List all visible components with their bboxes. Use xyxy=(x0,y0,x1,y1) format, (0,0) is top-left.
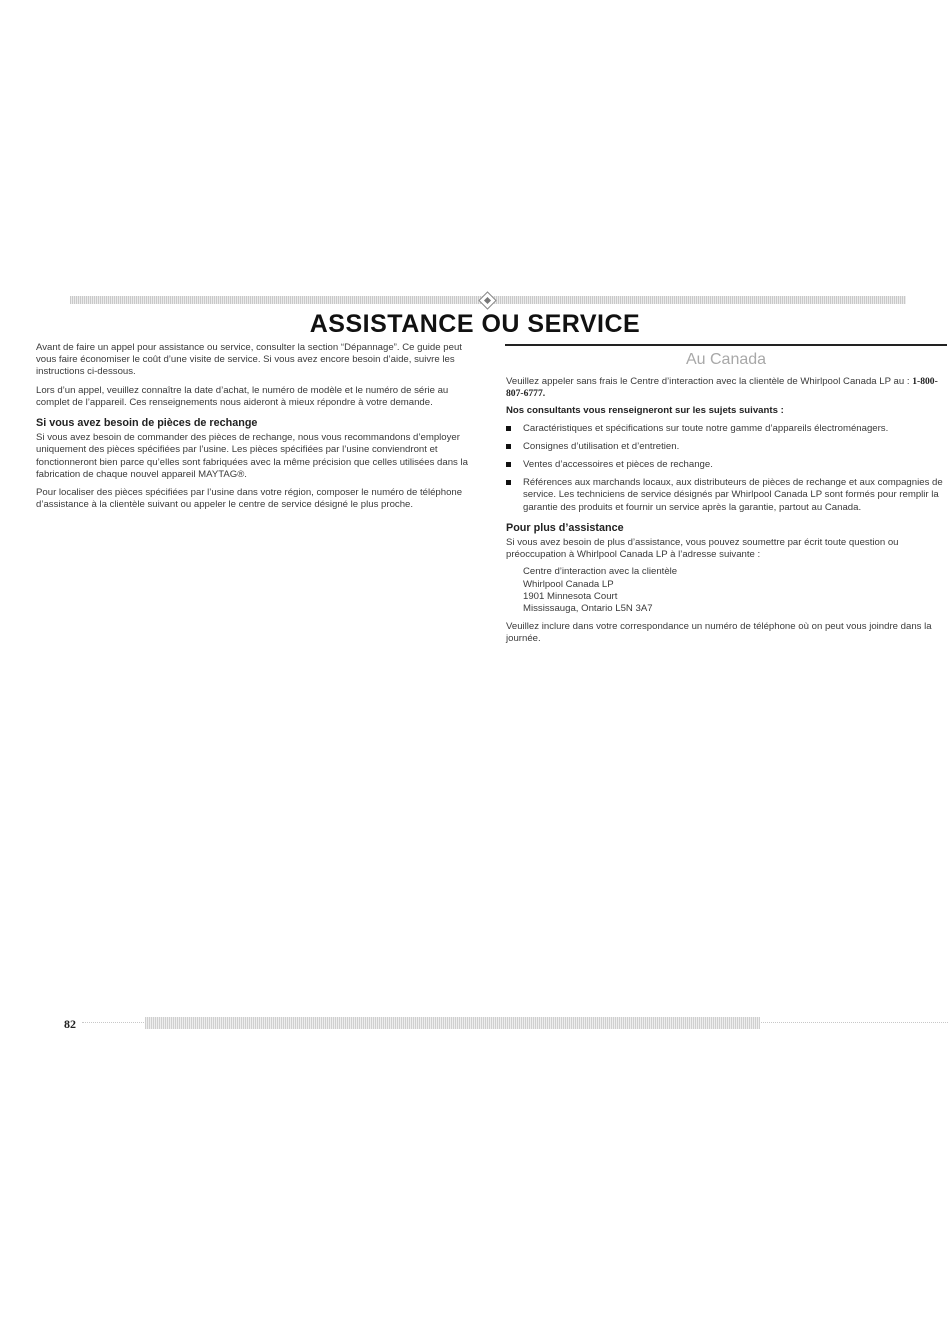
list-item xyxy=(506,423,946,435)
square-bullet-icon xyxy=(506,480,511,485)
address-line: 1901 Minnesota Court xyxy=(523,590,618,602)
phone-number: 1-800-807-6777. xyxy=(506,376,938,400)
mailing-address xyxy=(523,566,946,615)
left-column xyxy=(36,342,480,517)
address-line: Centre d’interaction avec la clientèle xyxy=(523,566,678,578)
page-title: ASSISTANCE OU SERVICE xyxy=(309,310,641,338)
topics-list xyxy=(506,423,946,514)
section-rule xyxy=(505,344,947,346)
square-bullet-icon xyxy=(506,444,511,449)
bottom-decorative-band xyxy=(145,1017,760,1029)
parts-heading: Si vous avez besoin de pièces de rechange xyxy=(36,417,258,430)
address-line: Mississauga, Ontario L5N 3A7 xyxy=(523,603,653,615)
list-item-text: Consignes d’utilisation et d’entretien. xyxy=(523,440,680,452)
square-bullet-icon xyxy=(506,462,511,467)
topics-lead: Nos consultants vous renseigneront sur les sujets suivants : xyxy=(506,405,784,417)
list-item xyxy=(506,441,946,453)
intro-paragraph-1: Avant de faire un appel pour assistance ou service, consulter la section “Dépannage”. Ce guide peut vous faire économiser le coût d’une visite de service. Si vous avez encore besoin d’aide, suivre les instructions ci-dessous. xyxy=(36,342,462,378)
list-item-text: Références aux marchands locaux, aux distributeurs de pièces de rechange et aux compagnies de service. Les techniciens de service désignés par Whirlpool Canada LP sont formés pour remplir la garantie des produits et fournir un service après la garantie, partout au Canada. xyxy=(523,477,943,513)
square-bullet-icon xyxy=(506,426,511,431)
address-line: Whirlpool Canada LP xyxy=(523,578,614,590)
region-heading: Au Canada xyxy=(685,351,767,368)
call-paragraph xyxy=(506,376,946,400)
parts-paragraph-1: Si vous avez besoin de commander des pièces de rechange, nous vous recommandons d’employer uniquement des pièces spécifiées par l’usine. Les pièces spécifiées par l’usine conviendront et fonctionneront bien parce qu’elles sont fabriquées avec la même précision que celles utilisées dans la fabrication de chaque nouvel appareil MAYTAG®. xyxy=(36,432,468,480)
right-column xyxy=(506,350,946,651)
list-item-text: Caractéristiques et spécifications sur toute notre gamme d’appareils électroménagers. xyxy=(523,422,889,434)
list-item xyxy=(506,459,946,471)
page-number: 82 xyxy=(64,1017,76,1031)
closing-paragraph: Veuillez inclure dans votre correspondance un numéro de téléphone où on peut vous joindre dans la journée. xyxy=(506,621,932,645)
more-assistance-heading: Pour plus d’assistance xyxy=(506,521,624,534)
list-item xyxy=(506,477,946,514)
call-text: Veuillez appeler sans frais le Centre d’interaction avec la clientèle de Whirlpool Canada LP au : xyxy=(506,376,913,387)
intro-paragraph-2: Lors d’un appel, veuillez connaître la date d’achat, le numéro de modèle et le numéro de série au complet de l’appareil. Ces renseignements nous aideront à mieux répondre à votre demande. xyxy=(36,384,449,408)
list-item-text: Ventes d’accessoires et pièces de rechange. xyxy=(523,459,713,471)
parts-paragraph-2: Pour localiser des pièces spécifiées par l’usine dans votre région, composer le numéro de téléphone d’assistance à la clientèle suivant ou appeler le centre de service désigné le plus proche. xyxy=(36,487,463,511)
more-assistance-paragraph: Si vous avez besoin de plus d’assistance, vous pouvez soumettre par écrit toute question ou préoccupation à Whirlpool Canada LP à l’adresse suivante : xyxy=(506,537,899,561)
